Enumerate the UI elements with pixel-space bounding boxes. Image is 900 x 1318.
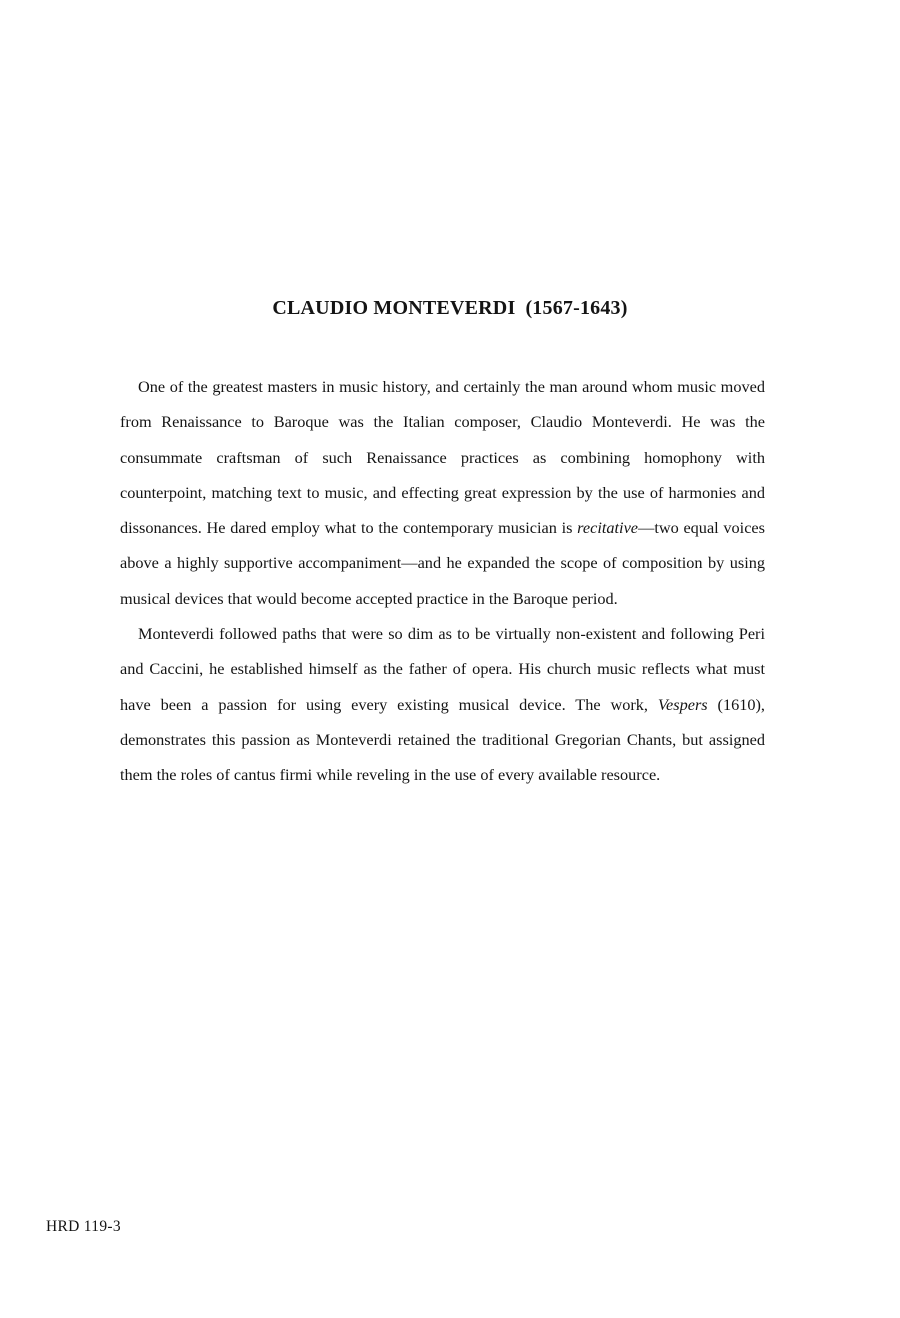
body-text (120, 369, 765, 793)
paragraph-1 (120, 369, 765, 616)
title-dates: (1567-1643) (525, 297, 628, 319)
paragraph-2-text-1: Monteverdi followed paths that were so dim as to be virtually non-existent and following Peri and Caccini, he established himself as the father of opera. His church music reflects what must have been a passion for using every existing musical device. The work, (120, 624, 765, 714)
title-name: CLAUDIO MONTEVERDI (272, 297, 516, 319)
page-title (0, 297, 900, 320)
paragraph-1-text-1: One of the greatest masters in music history, and certainly the man around whom music moved from Renaissance to Baroque was the Italian composer, Claudio Monteverdi. He was the consummate craftsman of such Renaissance practices as combining homophony with counterpoint, matching text to music, and effecting great expression by the use of harmonies and dissonances. He dared employ what to the contemporary musician is (120, 377, 765, 538)
paragraph-2-text-2: (1610), demonstrates this passion as Monteverdi retained the traditional Gregorian Chants, but assigned them the roles of cantus firmi while reveling in the use of every available resource. (120, 694, 766, 785)
paragraph-2 (120, 616, 765, 792)
footer-catalog-code: HRD 119-3 (46, 1218, 121, 1235)
paragraph-1-italic-term: recitative (577, 518, 639, 538)
paragraph-1-text-2: —two equal voices above a highly supportive accompaniment—and he expanded the scope of composition by using musical devices that would become accepted practice in the Baroque period. (120, 518, 765, 608)
paragraph-2-italic-work: Vespers (657, 694, 708, 714)
